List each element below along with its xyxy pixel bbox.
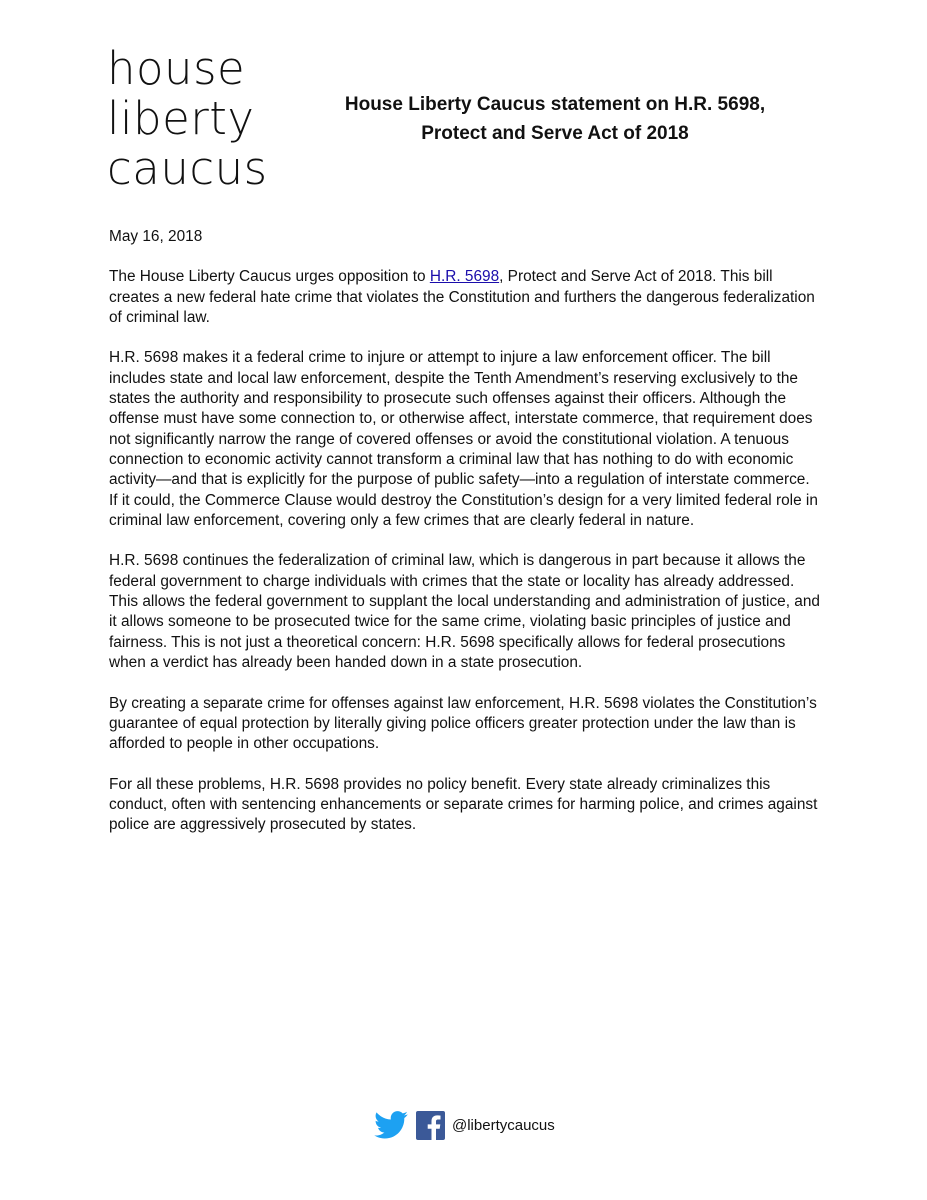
paragraph-intro-after: , Protect and Serve Act of 2018. This bill creates a new federal hate crime that violates the Constitution and furthers the dangerous federalization of criminal law. bbox=[109, 268, 815, 326]
logo-line-liberty: liberty bbox=[107, 92, 255, 145]
logo-line-caucus: caucus bbox=[107, 142, 268, 195]
twitter-icon[interactable] bbox=[374, 1111, 408, 1139]
statement-date: May 16, 2018 bbox=[109, 228, 203, 245]
logo-line-house: house bbox=[107, 42, 246, 95]
statement-title bbox=[300, 90, 810, 148]
facebook-icon[interactable] bbox=[416, 1111, 445, 1140]
social-footer bbox=[374, 1110, 555, 1140]
paragraph-equal-protection: By creating a separate crime for offenses against law enforcement, H.R. 5698 violates the Constitution’s guarantee of equal protection by literally giving police officers greater protection under the law than is afforded to people in other occupations. bbox=[109, 694, 817, 753]
paragraph-policy-benefit: For all these problems, H.R. 5698 provides no policy benefit. Every state already criminalizes this conduct, often with sentencing enhancements or separate crimes for harming police, and crimes against police are aggressively prosecuted by states. bbox=[109, 775, 818, 834]
title-line-2: Protect and Serve Act of 2018 bbox=[421, 123, 689, 144]
caucus-logo bbox=[107, 44, 268, 194]
title-line-1: House Liberty Caucus statement on H.R. 5698, bbox=[344, 94, 766, 115]
hr-5698-link[interactable]: H.R. 5698 bbox=[429, 268, 500, 286]
paragraph-intro-before: The House Liberty Caucus urges opposition to bbox=[109, 268, 430, 286]
paragraph-intro bbox=[109, 267, 821, 328]
paragraph-federal-crime: H.R. 5698 makes it a federal crime to injure or attempt to injure a law enforcement officer. The bill includes state and local law enforcement, despite the Tenth Amendment’s reserving exclusively to the states the authority and responsibility to prosecute such offenses against their officers. Although the offense must have some connection to, or otherwise affect, interstate commerce, that requirement does not significantly narrow the range of covered offenses or avoid the constitutional violation. A tenuous connection to economic activity cannot transform a criminal law that has nothing to do with economic activity—and that is explicitly for the purpose of public safety—into a regulation of interstate commerce. If it could, the Commerce Clause would destroy the Constitution’s design for a very limited federal role in criminal law enforcement, covering only a few crimes that are clearly federal in nature. bbox=[109, 349, 818, 529]
social-handle[interactable]: @libertycaucus bbox=[452, 1116, 555, 1134]
paragraph-federalization: H.R. 5698 continues the federalization of criminal law, which is dangerous in part because it allows the federal government to charge individuals with crimes that the state or locality has already addressed. This allows the federal government to supplant the local understanding and administration of justice, and it allows someone to be prosecuted twice for the same crime, violating basic principles of justice and fairness. This is not just a theoretical concern: H.R. 5698 specifically allows for federal prosecutions when a verdict has already been handed down in a state prosecution. bbox=[109, 552, 820, 671]
statement-body bbox=[109, 227, 821, 856]
